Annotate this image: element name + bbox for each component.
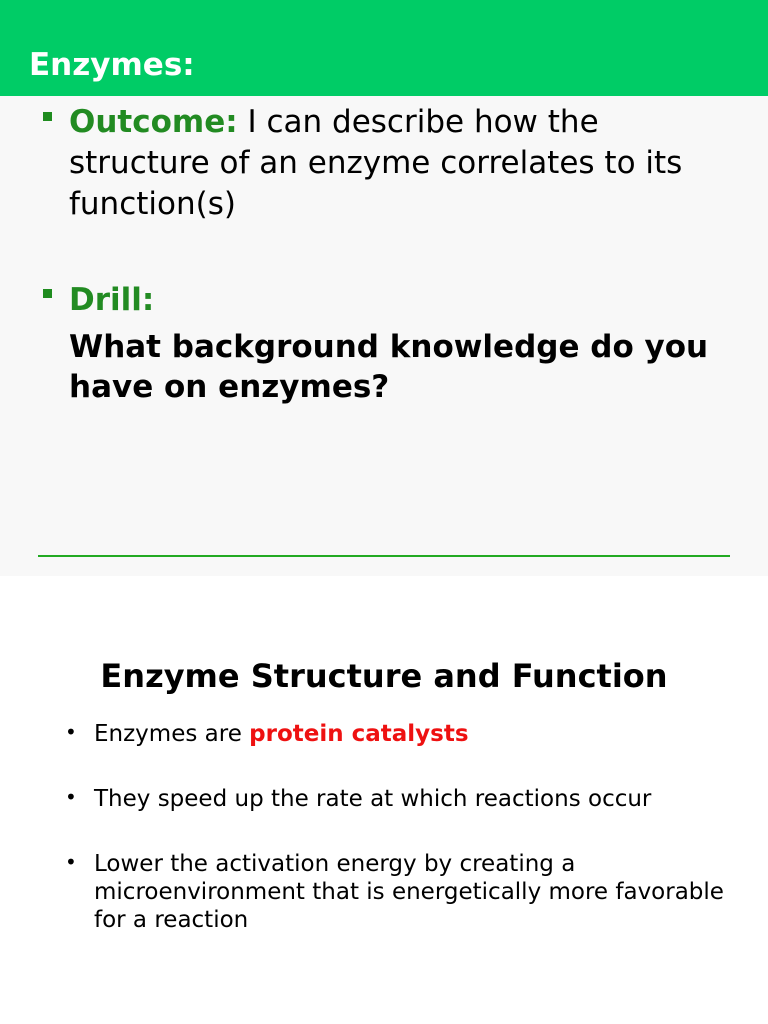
drill-label: Drill:	[69, 282, 155, 318]
outcome-paragraph	[69, 102, 719, 225]
bullet-dot-icon: •	[65, 785, 77, 809]
slide-title: Enzymes:	[29, 47, 195, 83]
square-bullet-icon	[43, 112, 52, 121]
list-item	[94, 720, 724, 748]
list-item-text: Enzymes are	[94, 721, 250, 747]
slide-structure-function	[0, 576, 768, 1024]
square-bullet-icon	[43, 289, 52, 298]
bullet-dot-icon: •	[65, 720, 77, 744]
bullet-dot-icon: •	[65, 850, 77, 874]
slide-title: Enzyme Structure and Function	[100, 657, 668, 695]
drill-question: What background knowledge do you have on enzymes?	[69, 329, 709, 405]
list-item: Lower the activation energy by creating a microenvironment that is energetically more favorable for a reaction	[94, 851, 724, 933]
divider-line	[38, 555, 730, 557]
outcome-text: I can describe how the structure of an enzyme correlates to its function(s)	[69, 104, 683, 222]
list-item: They speed up the rate at which reactions occur	[94, 786, 652, 812]
outcome-label: Outcome:	[69, 104, 238, 140]
highlight-text: protein catalysts	[249, 721, 469, 747]
